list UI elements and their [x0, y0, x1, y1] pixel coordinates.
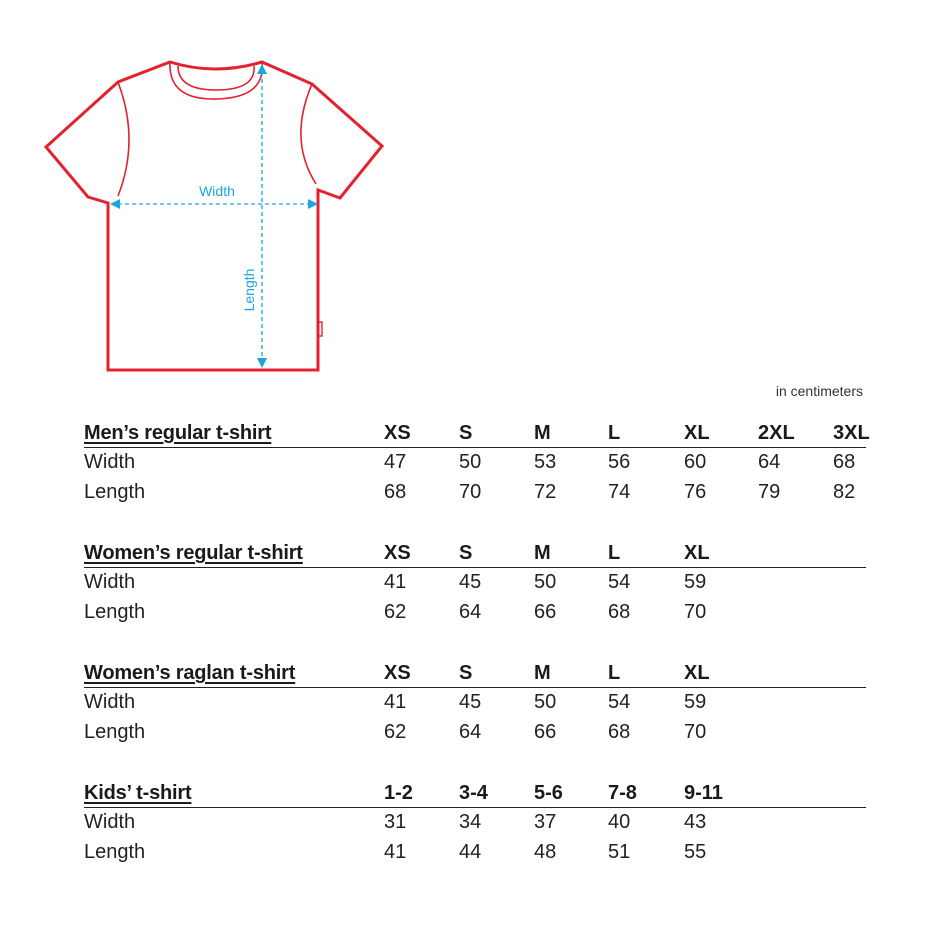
size-table-header [84, 541, 866, 568]
table-row-width [84, 568, 866, 598]
table-row-width [84, 688, 866, 718]
width-label: Width [199, 183, 235, 199]
size-column-header: XS [384, 422, 411, 444]
size-column-header: 3-4 [459, 782, 488, 804]
table-row-length [84, 478, 866, 508]
table-cell: 50 [534, 691, 557, 713]
table-cell: 43 [684, 811, 707, 833]
table-cell: 45 [459, 571, 482, 593]
tshirt-diagram [0, 0, 400, 380]
table-cell: 64 [459, 721, 482, 743]
size-column-header: XL [684, 422, 710, 444]
row-label: Length [84, 721, 146, 743]
size-column-header: 9-11 [684, 782, 723, 804]
table-cell: 45 [459, 691, 482, 713]
table-cell: 64 [459, 601, 482, 623]
size-column-header: L [608, 422, 621, 444]
table-cell: 47 [384, 451, 407, 473]
size-column-header: 2XL [758, 422, 795, 444]
table-cell: 54 [608, 691, 631, 713]
size-table-header [84, 661, 866, 688]
table-cell: 70 [684, 601, 707, 623]
table-cell: 31 [384, 811, 407, 833]
table-cell: 66 [534, 721, 557, 743]
table-cell: 37 [534, 811, 557, 833]
table-cell: 51 [608, 841, 631, 863]
size-table-header [84, 781, 866, 808]
table-cell: 34 [459, 811, 482, 833]
size-column-header: XL [684, 662, 710, 684]
table-cell: 48 [534, 841, 557, 863]
tshirt-left-sleeve-seam [118, 82, 129, 196]
size-table-title: Kids’ t-shirt [84, 782, 192, 804]
table-row-length [84, 598, 866, 628]
size-column-header: XL [684, 542, 710, 564]
table-cell: 72 [534, 481, 557, 503]
table-cell: 54 [608, 571, 631, 593]
table-cell: 74 [608, 481, 631, 503]
size-column-header: 5-6 [534, 782, 563, 804]
size-column-header: S [459, 662, 473, 684]
table-cell: 41 [384, 571, 407, 593]
table-cell: 41 [384, 841, 407, 863]
size-table-title: Men’s regular t-shirt [84, 422, 272, 444]
table-cell: 70 [459, 481, 482, 503]
size-table-womens-raglan [84, 661, 866, 748]
tshirt-outline [46, 62, 382, 370]
table-cell: 68 [608, 601, 631, 623]
size-column-header: M [534, 662, 551, 684]
size-table-mens-regular [84, 421, 870, 508]
length-measure [257, 64, 267, 368]
table-cell: 56 [608, 451, 631, 473]
table-cell: 70 [684, 721, 707, 743]
size-table-header [84, 421, 870, 448]
size-table-womens-regular [84, 541, 866, 628]
table-cell: 68 [833, 451, 856, 473]
table-cell: 44 [459, 841, 482, 863]
size-column-header: 1-2 [384, 782, 413, 804]
table-cell: 64 [758, 451, 781, 473]
table-cell: 41 [384, 691, 407, 713]
size-column-header: XS [384, 542, 411, 564]
width-measure [110, 199, 318, 209]
size-table-title: Women’s regular t-shirt [84, 542, 303, 564]
table-cell: 76 [684, 481, 707, 503]
length-label: Length [241, 268, 257, 312]
table-cell: 55 [684, 841, 707, 863]
table-cell: 50 [534, 571, 557, 593]
table-cell: 40 [608, 811, 631, 833]
row-label: Width [84, 451, 136, 473]
table-cell: 66 [534, 601, 557, 623]
table-cell: 82 [833, 481, 856, 503]
table-cell: 60 [684, 451, 707, 473]
table-cell: 79 [758, 481, 781, 503]
row-label: Width [84, 691, 136, 713]
table-cell: 50 [459, 451, 482, 473]
tshirt-right-sleeve-seam [301, 84, 316, 184]
table-cell: 68 [608, 721, 631, 743]
table-row-width [84, 448, 866, 478]
row-label: Width [84, 571, 136, 593]
size-column-header: M [534, 542, 551, 564]
size-column-header: 3XL [833, 422, 870, 444]
table-cell: 62 [384, 601, 407, 623]
table-cell: 59 [684, 691, 707, 713]
size-column-header: 7-8 [608, 782, 637, 804]
table-cell: 68 [384, 481, 407, 503]
table-row-length [84, 838, 866, 868]
row-label: Length [84, 481, 146, 503]
table-row-width [84, 808, 866, 838]
size-column-header: M [534, 422, 551, 444]
table-cell: 59 [684, 571, 707, 593]
tshirt-side-tag [318, 322, 322, 336]
row-label: Width [84, 811, 136, 833]
size-column-header: S [459, 422, 473, 444]
size-column-header: L [608, 662, 621, 684]
row-label: Length [84, 601, 146, 623]
size-column-header: L [608, 542, 621, 564]
table-row-length [84, 718, 866, 748]
row-label: Length [84, 841, 146, 863]
size-table-title: Women’s raglan t-shirt [84, 662, 296, 684]
size-column-header: S [459, 542, 473, 564]
table-cell: 62 [384, 721, 407, 743]
size-column-header: XS [384, 662, 411, 684]
size-table-kids [84, 781, 866, 868]
unit-note: in centimeters [775, 383, 863, 399]
table-cell: 53 [534, 451, 557, 473]
